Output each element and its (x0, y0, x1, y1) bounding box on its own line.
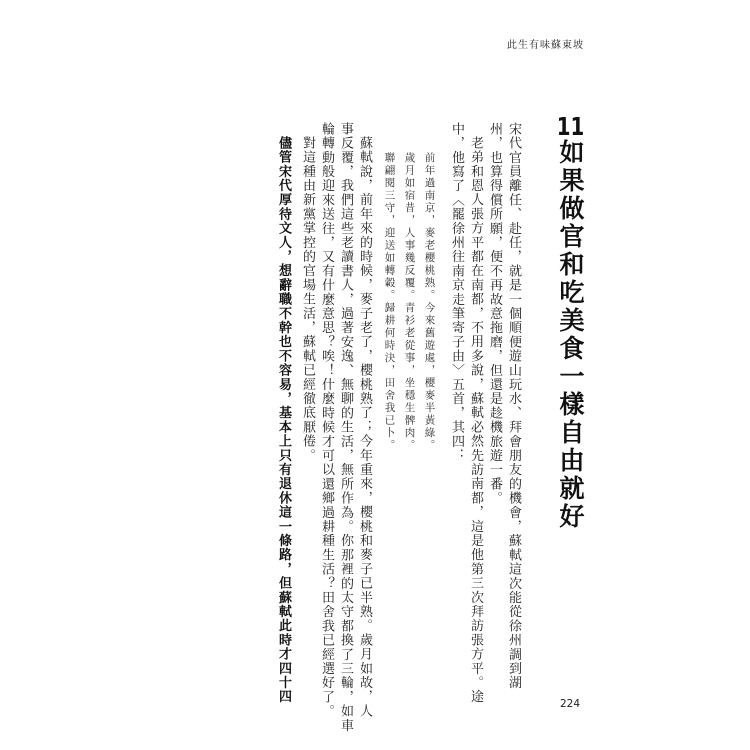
running-head: 此生有味蘇東坡 (507, 40, 584, 51)
paragraph-line: 事反覆，我們這些老讀書人，過著安逸、無聊的生活，無所作為。你那裡的太守都換了三輪，如車 (338, 122, 353, 733)
paragraph-line: 輪轉動般迎來送往，又有什麼意思？唉！什麼時候才可以還鄉過耕種生活？田舍我已經選好了。 (319, 122, 334, 719)
paragraph-line: 州，也算得償所願，便不再故意拖磨，但還是趁機旅遊一番。 (487, 122, 502, 506)
poem-line: 前年過南京，麥老櫻桃熟。今來舊遊處，櫻麥半黃綠。 (423, 152, 436, 452)
paragraph-line: 宋代官員離任、赴任，就是一個順便遊山玩水、拜會朋友的機會，蘇軾這次能從徐州調到湖 (506, 122, 521, 690)
chapter-title (552, 114, 588, 531)
paragraph-line: 蘇軾說，前年來的時候，麥子老了，櫻桃熟了；今年重來，櫻桃和麥子已半熟。歲月如故，人 (357, 136, 372, 719)
bold-paragraph-line: 儘管宋代厚待文人，想辭職不幹也不容易，基本上只有退休這一條路，但蘇軾此時才四十四 (276, 136, 291, 704)
page-number: 224 (559, 698, 580, 710)
chapter-title-text: 如果做官和吃美食一樣自由就好 (556, 139, 585, 531)
paragraph-line: 老弟和恩人張方平都在南都，不用多說，蘇軾必然先訪南都，這是他第三次拜訪張方平。途 (468, 136, 483, 704)
poem-line: 聯翩閱三守，迎送如轉轂。歸耕何時決，田舍我已卜。 (383, 152, 396, 452)
paragraph-line: 中，他寫了〈罷徐州往南京走筆寄子由〉五首，其四： (449, 122, 464, 463)
book-page (112, 24, 636, 733)
poem-line: 歲月如宿昔，人事幾反覆。青衫老從事，坐穩生髀肉。 (403, 152, 416, 452)
paragraph-line: 對這種由新黨掌控的官場生活，蘇軾已經徹底厭倦。 (300, 136, 315, 463)
chapter-number: 11 (556, 114, 585, 139)
